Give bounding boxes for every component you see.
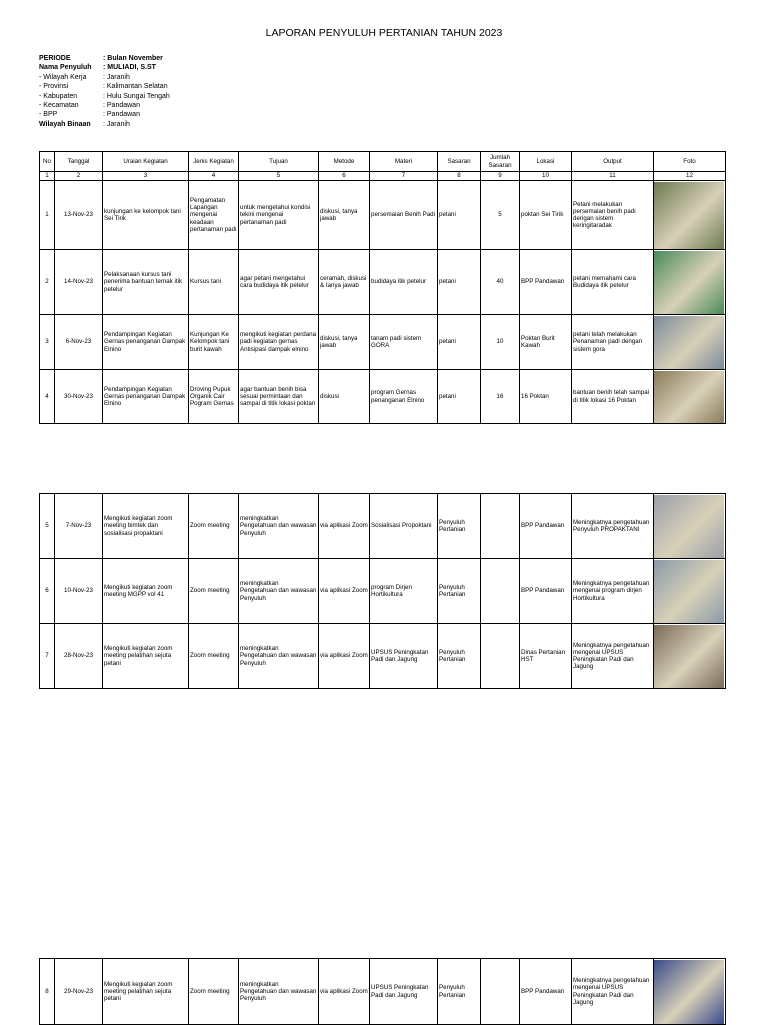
cell-uraian: Mengikuti kegiatan zoom meeting pelatihan sejuta petani (103, 624, 189, 689)
cell-sasaran: Penyuluh Pertanian (438, 559, 481, 624)
cell-materi: budidaya itik petelur (370, 250, 438, 315)
activity-photo (654, 625, 724, 688)
cell-no: 8 (40, 959, 55, 1025)
column-number: 5 (239, 172, 319, 181)
meta-row (39, 101, 170, 110)
cell-metode: via aplikasi Zoom (319, 559, 370, 624)
cell-foto (654, 250, 726, 315)
meta-value: : Pandawan (103, 102, 140, 110)
cell-no: 6 (40, 559, 55, 624)
cell-materi: program Dirjen Hortikultura (370, 559, 438, 624)
column-header: Materi (370, 152, 438, 172)
meta-row (39, 110, 170, 119)
table-row (40, 250, 726, 315)
activity-photo (654, 251, 724, 314)
cell-foto (654, 181, 726, 250)
cell-lokasi: BPP Pandawan (520, 494, 572, 559)
cell-output: Meningkatnya pengetahuan mengenai UPSUS Peningkatan Padi dan Jagung (572, 624, 654, 689)
cell-output: petani memahami cara Budidaya itik petelur (572, 250, 654, 315)
column-number: 3 (103, 172, 189, 181)
activity-photo (654, 495, 724, 558)
cell-metode: diskusi, tanya jawab (319, 315, 370, 370)
cell-metode: via aplikasi Zoom (319, 959, 370, 1025)
cell-uraian: Mengikuti kegiatan zoom meeting MGPP vol 41 (103, 559, 189, 624)
meta-label: - Kecamatan (39, 102, 79, 110)
cell-no: 4 (40, 370, 55, 424)
meta-label: PERIODE (39, 55, 71, 62)
cell-jenis: Droving Pupuk Organik Cair Pogram Gernas (189, 370, 239, 424)
cell-uraian: Pendampingan Kegiatan Gernas penanganan Dampak Elnino (103, 370, 189, 424)
cell-jumlah (481, 559, 520, 624)
cell-tanggal: 14-Nov-23 (55, 250, 103, 315)
meta-label: Nama Penyuluh (39, 64, 92, 72)
cell-materi: tanam padi sistem GORA (370, 315, 438, 370)
report-meta (39, 54, 170, 129)
cell-lokasi: BPP Pandawan (520, 250, 572, 315)
table-row (40, 370, 726, 424)
cell-output: Meningkatnya pengetahuan mengenai program dirjen Hortikultura (572, 559, 654, 624)
cell-jumlah: 16 (481, 370, 520, 424)
column-number: 6 (319, 172, 370, 181)
meta-row (39, 92, 170, 101)
cell-foto (654, 315, 726, 370)
cell-sasaran: Penyuluh Pertanian (438, 494, 481, 559)
cell-jenis: Zoom meeting (189, 559, 239, 624)
cell-foto (654, 370, 726, 424)
cell-uraian: kunjungan ke kelompok tani Sei Tirik (103, 181, 189, 250)
column-number: 2 (55, 172, 103, 181)
cell-output: Meningkatnya pengetahuan mengenai UPSUS Peningkatan Padi dan Jagung (572, 959, 654, 1025)
meta-row (39, 82, 170, 91)
cell-foto (654, 494, 726, 559)
cell-jenis: Kunjungan Ke Kelompok tani burit kawah (189, 315, 239, 370)
column-number: 12 (654, 172, 726, 181)
cell-output: petani telah melakukan Penanaman padi dengan sistem gora (572, 315, 654, 370)
column-header: Lokasi (520, 152, 572, 172)
meta-value: : MULIADI, S.ST (103, 64, 156, 72)
activity-photo (654, 371, 724, 423)
column-number: 8 (438, 172, 481, 181)
cell-tujuan: meningkatkan Pengetahuan dan wawasan Penyuluh (239, 494, 319, 559)
cell-no: 5 (40, 494, 55, 559)
column-number: 9 (481, 172, 520, 181)
meta-value: : Jaranih (103, 120, 130, 128)
cell-materi: persemaian Benih Padi (370, 181, 438, 250)
meta-row (39, 54, 170, 63)
cell-materi: UPSUS Peningkatan Padi dan Jagung (370, 624, 438, 689)
cell-metode: diskusi, tanya jawab (319, 181, 370, 250)
cell-jumlah (481, 624, 520, 689)
meta-label: - BPP (39, 111, 58, 119)
column-header: Output (572, 152, 654, 172)
cell-lokasi: Dinas Pertanian HST (520, 624, 572, 689)
cell-metode: via aplikasi Zoom (319, 624, 370, 689)
activity-photo (654, 316, 724, 369)
cell-tujuan: meningkatkan Pengetahuan dan wawasan Penyuluh (239, 559, 319, 624)
meta-label: Wilayah Binaan (39, 120, 91, 128)
meta-value: : Pandawan (103, 111, 140, 119)
cell-jumlah (481, 494, 520, 559)
cell-tujuan: agar bantuan benih bisa sesuai permintaan dan sampai di titik lokasi poktan (239, 370, 319, 424)
cell-metode: via aplikasi Zoom (319, 494, 370, 559)
cell-tanggal: 10-Nov-23 (55, 559, 103, 624)
table-row (40, 559, 726, 624)
cell-materi: program Gernas penanganan Elnino (370, 370, 438, 424)
column-number: 11 (572, 172, 654, 181)
cell-tanggal: 28-Nov-23 (55, 624, 103, 689)
cell-output: Petani melakukan persemaian benih padi dengan sistem keringitaradak (572, 181, 654, 250)
column-number: 7 (370, 172, 438, 181)
cell-tujuan: meningkatkan Pengetahuan dan wawasan Penyuluh (239, 959, 319, 1025)
cell-no: 3 (40, 315, 55, 370)
cell-sasaran: Penyuluh Pertanian (438, 959, 481, 1025)
column-header: Tanggal (55, 152, 103, 172)
cell-lokasi: 16 Poktan (520, 370, 572, 424)
cell-jenis: Kursus tani (189, 250, 239, 315)
column-number: 1 (40, 172, 55, 181)
cell-jenis: Zoom meeting (189, 494, 239, 559)
cell-jenis: Pengamatan Lapangan mengenai keadaan pertanaman padi (189, 181, 239, 250)
column-header: Foto (654, 152, 726, 172)
cell-jenis: Zoom meeting (189, 624, 239, 689)
cell-tanggal: 29-Nov-23 (55, 959, 103, 1025)
cell-lokasi: BPP Pandawan (520, 559, 572, 624)
meta-row (39, 120, 170, 129)
cell-metode: diskusi (319, 370, 370, 424)
cell-jumlah: 40 (481, 250, 520, 315)
cell-jumlah: 10 (481, 315, 520, 370)
cell-uraian: Pendampingan Kegiatan Gernas penanganan Dampak Elnino (103, 315, 189, 370)
cell-no: 7 (40, 624, 55, 689)
cell-sasaran: petani (438, 370, 481, 424)
meta-label: - Provinsi (39, 83, 69, 91)
meta-value: : Bulan November (103, 55, 163, 62)
cell-sasaran: petani (438, 181, 481, 250)
cell-uraian: Mengikuti kegiatan zoom meeting bimtek dan sosialisasi propaktani (103, 494, 189, 559)
cell-tujuan: meningkatkan Pengetahuan dan wawasan Penyuluh (239, 624, 319, 689)
cell-foto (654, 624, 726, 689)
table-row (40, 181, 726, 250)
column-number: 4 (189, 172, 239, 181)
column-header: Tujuan (239, 152, 319, 172)
cell-foto (654, 959, 726, 1025)
cell-sasaran: Penyuluh Pertanian (438, 624, 481, 689)
meta-value: : Hulu Sungai Tengah (103, 92, 170, 100)
activity-photo (654, 182, 724, 249)
cell-sasaran: petani (438, 315, 481, 370)
activity-photo (654, 960, 724, 1024)
cell-tujuan: agar petani mengetahui cara budidaya itik petelur (239, 250, 319, 315)
cell-sasaran: petani (438, 250, 481, 315)
cell-tanggal: 30-Nov-23 (55, 370, 103, 424)
cell-no: 1 (40, 181, 55, 250)
cell-no: 2 (40, 250, 55, 315)
column-header: Jenis Kegiatan (189, 152, 239, 172)
report-table-2 (39, 493, 726, 689)
cell-foto (654, 559, 726, 624)
cell-uraian: Mengikuti kegiatan zoom meeting pelatihan sejuta petani (103, 959, 189, 1025)
report-table-3 (39, 958, 726, 1025)
meta-row (39, 63, 170, 72)
cell-tanggal: 6-Nov-23 (55, 315, 103, 370)
cell-tujuan: untuk mengetahui kondisi tekini mengenai pertanaman padi (239, 181, 319, 250)
cell-uraian: Pelaksanaan kursus tani penerima bantuan ternak itik petelur (103, 250, 189, 315)
table-row (40, 315, 726, 370)
column-header: Jumlah Sasaran (481, 152, 520, 172)
activity-photo (654, 560, 724, 623)
report-title: LAPORAN PENYULUH PERTANIAN TAHUN 2023 (265, 27, 503, 39)
column-header: Sasaran (438, 152, 481, 172)
cell-jumlah: 5 (481, 181, 520, 250)
cell-materi: Sosialisasi Propoktani (370, 494, 438, 559)
meta-value: : Kalimantan Selatan (103, 83, 168, 91)
cell-materi: UPSUS Peningkatan Padi dan Jagung (370, 959, 438, 1025)
cell-jumlah (481, 959, 520, 1025)
report-table-1 (39, 151, 726, 424)
meta-label: - Kabupaten (39, 92, 78, 100)
cell-metode: ceramah, diskusi & tanya jawab (319, 250, 370, 315)
meta-row (39, 73, 170, 82)
meta-label: - Wilayah Kerja (39, 73, 87, 81)
column-header: Uraian Kegiatan (103, 152, 189, 172)
cell-jenis: Zoom meeting (189, 959, 239, 1025)
cell-lokasi: Poktan Burit Kawah (520, 315, 572, 370)
column-header: Metode (319, 152, 370, 172)
column-header: No (40, 152, 55, 172)
cell-tanggal: 13-Nov-23 (55, 181, 103, 250)
cell-lokasi: BPP Pandawan (520, 959, 572, 1025)
table-row (40, 494, 726, 559)
cell-output: bantuan benih telah sampai di titik lokasi 16 Poktan (572, 370, 654, 424)
cell-output: Meningkatnya pengetahuan Penyuluh PROPAKTANI (572, 494, 654, 559)
column-number: 10 (520, 172, 572, 181)
table-row (40, 959, 726, 1025)
table-row (40, 624, 726, 689)
cell-lokasi: poktan Sei Tirik (520, 181, 572, 250)
cell-tanggal: 7-Nov-23 (55, 494, 103, 559)
cell-tujuan: mengikuti kegiatan perdana padi kegiatan gernas Antisipasi dampak elnino (239, 315, 319, 370)
meta-value: : Jaranih (103, 73, 130, 81)
